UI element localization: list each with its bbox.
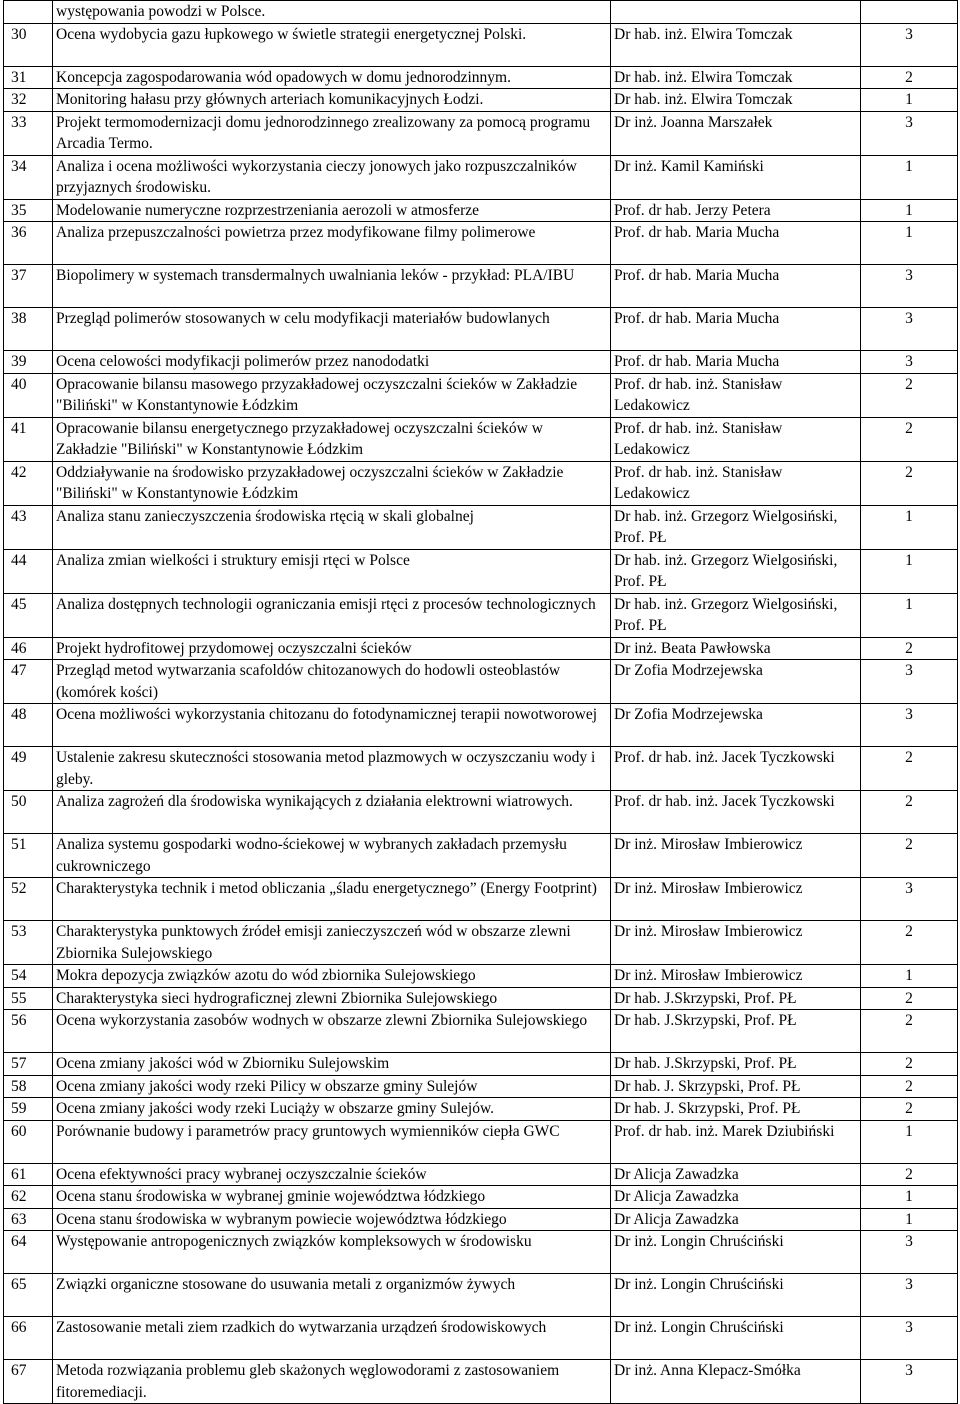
row-number: 49	[4, 747, 53, 791]
row-number: 40	[4, 373, 53, 417]
row-number: 52	[4, 878, 53, 921]
supervisor-name: Dr inż. Longin Chruściński	[611, 1231, 861, 1274]
student-count: 1	[861, 1208, 958, 1231]
supervisor-name: Dr hab. inż. Elwira Tomczak	[611, 66, 861, 89]
topic-title: Metoda rozwiązania problemu gleb skażonych węglowodorami z zastosowaniem fitoremediacji.	[53, 1360, 611, 1404]
row-number: 57	[4, 1053, 53, 1076]
topic-title: Analiza dostępnych technologii ograniczania emisji rtęci z procesów technologicznych	[53, 593, 611, 637]
row-number: 42	[4, 461, 53, 505]
row-number: 65	[4, 1274, 53, 1317]
topic-title: Ocena stanu środowiska w wybranej gminie województwa łódzkiego	[53, 1186, 611, 1209]
topic-title: Charakterystyka punktowych źródeł emisji zanieczyszczeń wód w obszarze zlewni Zbiornika Sulejowskiego	[53, 921, 611, 965]
table-row	[4, 1, 958, 24]
supervisor-name: Dr inż. Longin Chruściński	[611, 1274, 861, 1317]
topic-title: Przegląd polimerów stosowanych w celu modyfikacji materiałów budowlanych	[53, 308, 611, 351]
row-number: 43	[4, 505, 53, 549]
table-row	[4, 1163, 958, 1186]
topic-title: Ocena celowości modyfikacji polimerów przez nanododatki	[53, 351, 611, 374]
topic-title: Charakterystyka sieci hydrograficznej zlewni Zbiornika Sulejowskiego	[53, 987, 611, 1010]
topic-title: Oddziaływanie na środowisko przyzakładowej oczyszczalni ścieków w Zakładzie "Biliński" w Konstantynowie Łódzkim	[53, 461, 611, 505]
student-count: 3	[861, 704, 958, 747]
topic-title: Ocena wydobycia gazu łupkowego w świetle strategii energetycznej Polski.	[53, 23, 611, 66]
row-number: 66	[4, 1317, 53, 1360]
table-row	[4, 66, 958, 89]
row-number: 44	[4, 549, 53, 593]
table-row	[4, 1010, 958, 1053]
row-number: 60	[4, 1120, 53, 1163]
topic-title: Ocena możliwości wykorzystania chitozanu do fotodynamicznej terapii nowotworowej	[53, 704, 611, 747]
student-count: 3	[861, 1360, 958, 1404]
topic-title: Analiza zmian wielkości i struktury emisji rtęci w Polsce	[53, 549, 611, 593]
supervisor-name: Prof. dr hab. Maria Mucha	[611, 222, 861, 265]
row-number: 31	[4, 66, 53, 89]
table-row	[4, 1231, 958, 1274]
row-number: 54	[4, 965, 53, 988]
table-row	[4, 987, 958, 1010]
row-number: 37	[4, 265, 53, 308]
topic-title: Modelowanie numeryczne rozprzestrzeniania aerozoli w atmosferze	[53, 199, 611, 222]
table-row	[4, 1098, 958, 1121]
table-row	[4, 704, 958, 747]
supervisor-name: Dr hab. J.Skrzypski, Prof. PŁ	[611, 1010, 861, 1053]
supervisor-name: Dr hab. inż. Elwira Tomczak	[611, 23, 861, 66]
thesis-topics-table	[3, 0, 958, 1404]
supervisor-name: Dr hab. J.Skrzypski, Prof. PŁ	[611, 1053, 861, 1076]
table-row	[4, 111, 958, 155]
supervisor-name: Prof. dr hab. Maria Mucha	[611, 308, 861, 351]
table-row	[4, 747, 958, 791]
topic-title: Opracowanie bilansu masowego przyzakładowej oczyszczalni ścieków w Zakładzie "Biliński" w Konstantynowie Łódzkim	[53, 373, 611, 417]
row-number: 50	[4, 791, 53, 834]
student-count: 3	[861, 660, 958, 704]
student-count	[861, 1, 958, 24]
supervisor-name: Dr hab. inż. Grzegorz Wielgosiński, Prof. PŁ	[611, 593, 861, 637]
student-count: 2	[861, 987, 958, 1010]
table-row	[4, 1053, 958, 1076]
supervisor-name: Dr hab. inż. Grzegorz Wielgosiński, Prof. PŁ	[611, 505, 861, 549]
supervisor-name: Dr inż. Joanna Marszałek	[611, 111, 861, 155]
row-number: 46	[4, 637, 53, 660]
supervisor-name: Prof. dr hab. Maria Mucha	[611, 351, 861, 374]
table-row	[4, 1120, 958, 1163]
table-row	[4, 1274, 958, 1317]
table-row	[4, 23, 958, 66]
supervisor-name: Prof. dr hab. inż. Stanisław Ledakowicz	[611, 373, 861, 417]
student-count: 2	[861, 1010, 958, 1053]
topic-title: Monitoring hałasu przy głównych arteriach komunikacyjnych Łodzi.	[53, 89, 611, 112]
topic-title: Projekt termomodernizacji domu jednorodzinnego zrealizowany za pomocą programu Arcadia Termo.	[53, 111, 611, 155]
supervisor-name: Dr inż. Beata Pawłowska	[611, 637, 861, 660]
topic-title: Przegląd metod wytwarzania scafoldów chitozanowych do hodowli osteoblastów (komórek kości)	[53, 660, 611, 704]
table-row	[4, 1075, 958, 1098]
table-row	[4, 660, 958, 704]
supervisor-name: Prof. dr hab. Maria Mucha	[611, 265, 861, 308]
student-count: 3	[861, 878, 958, 921]
table-row	[4, 373, 958, 417]
supervisor-name: Dr Zofia Modrzejewska	[611, 704, 861, 747]
table-row	[4, 965, 958, 988]
student-count: 3	[861, 265, 958, 308]
table-row	[4, 791, 958, 834]
supervisor-name: Dr hab. inż. Grzegorz Wielgosiński, Prof. PŁ	[611, 549, 861, 593]
supervisor-name	[611, 1, 861, 24]
row-number: 33	[4, 111, 53, 155]
topic-title: Analiza systemu gospodarki wodno-ściekowej w wybranych zakładach przemysłu cukrowniczego	[53, 834, 611, 878]
student-count: 3	[861, 23, 958, 66]
row-number: 53	[4, 921, 53, 965]
topic-title: Zastosowanie metali ziem rzadkich do wytwarzania urządzeń środowiskowych	[53, 1317, 611, 1360]
table-row	[4, 637, 958, 660]
supervisor-name: Dr inż. Kamil Kamiński	[611, 155, 861, 199]
table-row	[4, 265, 958, 308]
student-count: 1	[861, 155, 958, 199]
topic-title: Analiza przepuszczalności powietrza przez modyfikowane filmy polimerowe	[53, 222, 611, 265]
student-count: 3	[861, 111, 958, 155]
supervisor-name: Dr Alicja Zawadzka	[611, 1208, 861, 1231]
student-count: 1	[861, 1120, 958, 1163]
topic-title: Analiza stanu zanieczyszczenia środowiska rtęcią w skali globalnej	[53, 505, 611, 549]
row-number: 64	[4, 1231, 53, 1274]
supervisor-name: Dr inż. Longin Chruściński	[611, 1317, 861, 1360]
row-number: 38	[4, 308, 53, 351]
student-count: 3	[861, 308, 958, 351]
table-row	[4, 505, 958, 549]
table-row	[4, 308, 958, 351]
supervisor-name: Prof. dr hab. inż. Stanisław Ledakowicz	[611, 461, 861, 505]
table-row	[4, 89, 958, 112]
supervisor-name: Dr hab. inż. Elwira Tomczak	[611, 89, 861, 112]
supervisor-name: Dr inż. Anna Klepacz-Smółka	[611, 1360, 861, 1404]
table-row	[4, 461, 958, 505]
row-number: 55	[4, 987, 53, 1010]
student-count: 2	[861, 747, 958, 791]
student-count: 1	[861, 222, 958, 265]
row-number: 59	[4, 1098, 53, 1121]
topic-title: Mokra depozycja związków azotu do wód zbiornika Sulejowskiego	[53, 965, 611, 988]
topic-title: Analiza i ocena możliwości wykorzystania cieczy jonowych jako rozpuszczalników przyjaznych środowisku.	[53, 155, 611, 199]
topic-title: Związki organiczne stosowane do usuwania metali z organizmów żywych	[53, 1274, 611, 1317]
row-number: 58	[4, 1075, 53, 1098]
row-number: 51	[4, 834, 53, 878]
table-row	[4, 593, 958, 637]
topic-title: Opracowanie bilansu energetycznego przyzakładowej oczyszczalni ścieków w Zakładzie "Biliński" w Konstantynowie Łódzkim	[53, 417, 611, 461]
thesis-topics-body	[4, 1, 958, 1404]
table-row	[4, 351, 958, 374]
table-row	[4, 222, 958, 265]
row-number: 63	[4, 1208, 53, 1231]
student-count: 3	[861, 1317, 958, 1360]
supervisor-name: Dr inż. Mirosław Imbierowicz	[611, 834, 861, 878]
topic-title: Biopolimery w systemach transdermalnych uwalniania leków - przykład: PLA/IBU	[53, 265, 611, 308]
student-count: 2	[861, 373, 958, 417]
student-count: 2	[861, 1053, 958, 1076]
topic-title: Ocena zmiany jakości wody rzeki Pilicy w obszarze gminy Sulejów	[53, 1075, 611, 1098]
student-count: 2	[861, 921, 958, 965]
row-number: 30	[4, 23, 53, 66]
supervisor-name: Dr hab. J. Skrzypski, Prof. PŁ	[611, 1098, 861, 1121]
row-number: 35	[4, 199, 53, 222]
student-count: 3	[861, 351, 958, 374]
student-count: 1	[861, 89, 958, 112]
row-number: 62	[4, 1186, 53, 1209]
topic-title: występowania powodzi w Polsce.	[53, 1, 611, 24]
row-number: 48	[4, 704, 53, 747]
student-count: 1	[861, 505, 958, 549]
student-count: 2	[861, 791, 958, 834]
row-number: 41	[4, 417, 53, 461]
row-number: 61	[4, 1163, 53, 1186]
table-row	[4, 549, 958, 593]
topic-title: Ocena wykorzystania zasobów wodnych w obszarze zlewni Zbiornika Sulejowskiego	[53, 1010, 611, 1053]
table-row	[4, 199, 958, 222]
supervisor-name: Dr Alicja Zawadzka	[611, 1186, 861, 1209]
student-count: 1	[861, 199, 958, 222]
row-number: 34	[4, 155, 53, 199]
row-number: 39	[4, 351, 53, 374]
table-row	[4, 155, 958, 199]
row-number	[4, 1, 53, 24]
student-count: 2	[861, 1163, 958, 1186]
supervisor-name: Prof. dr hab. inż. Jacek Tyczkowski	[611, 747, 861, 791]
table-row	[4, 834, 958, 878]
supervisor-name: Dr hab. J. Skrzypski, Prof. PŁ	[611, 1075, 861, 1098]
student-count: 2	[861, 1098, 958, 1121]
topic-title: Analiza zagrożeń dla środowiska wynikających z działania elektrowni wiatrowych.	[53, 791, 611, 834]
student-count: 2	[861, 1075, 958, 1098]
topic-title: Ustalenie zakresu skuteczności stosowania metod plazmowych w oczyszczaniu wody i gleby.	[53, 747, 611, 791]
supervisor-name: Prof. dr hab. Jerzy Petera	[611, 199, 861, 222]
table-row	[4, 878, 958, 921]
table-row	[4, 1317, 958, 1360]
supervisor-name: Dr Zofia Modrzejewska	[611, 660, 861, 704]
topic-title: Koncepcja zagospodarowania wód opadowych w domu jednorodzinnym.	[53, 66, 611, 89]
student-count: 3	[861, 1274, 958, 1317]
student-count: 1	[861, 965, 958, 988]
student-count: 3	[861, 1231, 958, 1274]
table-row	[4, 1208, 958, 1231]
student-count: 2	[861, 66, 958, 89]
row-number: 47	[4, 660, 53, 704]
supervisor-name: Dr inż. Mirosław Imbierowicz	[611, 878, 861, 921]
table-row	[4, 417, 958, 461]
table-row	[4, 1360, 958, 1404]
row-number: 32	[4, 89, 53, 112]
row-number: 45	[4, 593, 53, 637]
topic-title: Porównanie budowy i parametrów pracy gruntowych wymienników ciepła GWC	[53, 1120, 611, 1163]
row-number: 67	[4, 1360, 53, 1404]
supervisor-name: Dr inż. Mirosław Imbierowicz	[611, 965, 861, 988]
student-count: 2	[861, 461, 958, 505]
table-row	[4, 921, 958, 965]
supervisor-name: Dr inż. Mirosław Imbierowicz	[611, 921, 861, 965]
topic-title: Projekt hydrofitowej przydomowej oczyszczalni ścieków	[53, 637, 611, 660]
supervisor-name: Dr Alicja Zawadzka	[611, 1163, 861, 1186]
student-count: 2	[861, 637, 958, 660]
topic-title: Ocena zmiany jakości wód w Zbiorniku Sulejowskim	[53, 1053, 611, 1076]
row-number: 36	[4, 222, 53, 265]
student-count: 2	[861, 417, 958, 461]
supervisor-name: Prof. dr hab. inż. Stanisław Ledakowicz	[611, 417, 861, 461]
row-number: 56	[4, 1010, 53, 1053]
supervisor-name: Prof. dr hab. inż. Marek Dziubiński	[611, 1120, 861, 1163]
table-row	[4, 1186, 958, 1209]
supervisor-name: Prof. dr hab. inż. Jacek Tyczkowski	[611, 791, 861, 834]
topic-title: Ocena efektywności pracy wybranej oczyszczalnie ścieków	[53, 1163, 611, 1186]
topic-title: Ocena stanu środowiska w wybranym powiecie województwa łódzkiego	[53, 1208, 611, 1231]
supervisor-name: Dr hab. J.Skrzypski, Prof. PŁ	[611, 987, 861, 1010]
topic-title: Występowanie antropogenicznych związków kompleksowych w środowisku	[53, 1231, 611, 1274]
student-count: 1	[861, 549, 958, 593]
topic-title: Charakterystyka technik i metod obliczania „śladu energetycznego” (Energy Footprint)	[53, 878, 611, 921]
topic-title: Ocena zmiany jakości wody rzeki Luciąży w obszarze gminy Sulejów.	[53, 1098, 611, 1121]
student-count: 1	[861, 593, 958, 637]
student-count: 1	[861, 1186, 958, 1209]
student-count: 2	[861, 834, 958, 878]
